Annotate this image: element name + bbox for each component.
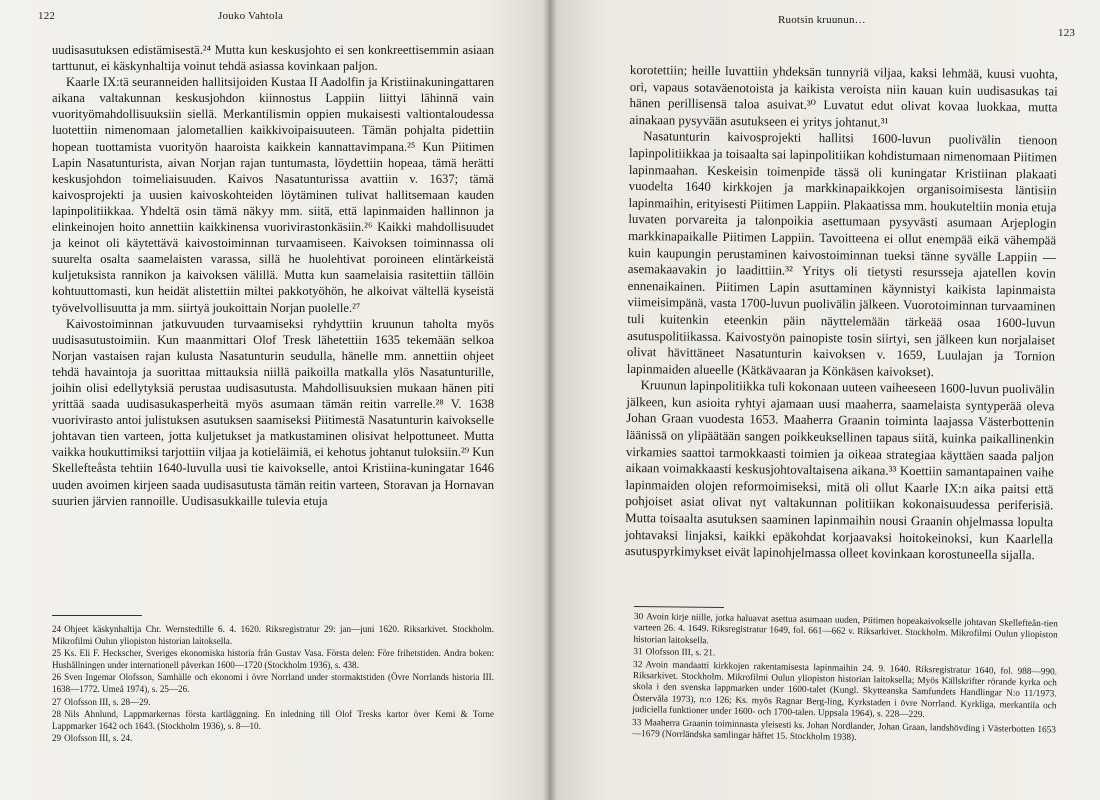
page-number: 123	[1058, 27, 1076, 39]
footnote-number: 29	[52, 733, 62, 744]
footnote-text: Avoin mandaatti kirkkojen rakentamisesta lapinmaihin 24. 9. 1640. Riksregistratur 1640, fol. 988—990. Riksarkivet. Stockholm. Mikrofilmi Oulun yliopiston historian laitoksella; Myös Källskrifter rörande kyrka och skola i den svenska lappmarken under 1600-talet (Kungl. Skytteanska Samfundets Handlingar N:o 11/1973. Östervåla 1973), n:o 126; Ks. myös Ragnar Berg-ling, Kyrkstaden i övre Norrland. Kyrkliga, merkantila och judiciella funktioner under 1600- och 1700-talen. Uppsala 1964), s. 228—229.	[632, 659, 1058, 721]
footnote-text: Olofsson III, s. 24.	[64, 733, 133, 744]
footnote-text: Olofsson III, s. 21.	[645, 647, 716, 659]
paragraph: Kruunun lapinpolitiikka tuli kokonaan uuteen vaiheeseen 1600-luvun puolivälin jälkeen, kun asioita ryhtyi ajamaan uusi maaherra, saamelaista syntyperää oleva Johan Graan vuodesta 1653. Maaherra Graanin toiminta laajassa Västerbottenin läänissä on ylipäätään sangen poikkeuksellinen tapaus siitä, kuinka paikallinenkin virkamies saattoi tarmokkaasti toimien ja oikeaa strategiaa käyttäen saada paljon aikaan voimakkaasti keskusjohtovaltaisena aikana.³³ Koettiin samantapainen vaihe lapinmaiden olojen reformoimiseksi, mitä oli ollut Kaarle IX:n aika paitsi että pohjoiset asiat olivat nyt valtakunnan politiikan kokonaisuudessa periferisiä. Mutta toisaalta asutuksen saaminen lapinmaihin nousi Graanin ohjelmassa lopulta johtavaksi linjaksi, kaikki epäkohdat korjaavaksi hoitokeinoksi, kun Kaarlella asutuspyrkimykset eivät lapinohjelmassa olleet kovinkaan korostuneella sijalla.	[624, 378, 1055, 563]
footnote-text: Nils Ahnlund, Lappmarkernas första kartläggning. En inledning till Olof Tresks kartor över Kemi & Torne Lappmarker 1642 och 1643. (Stockholm 1936), s. 8—10.	[52, 709, 494, 731]
paragraph: Nasatunturin kaivosprojekti hallitsi 1600-luvun puolivälin tienoon lapinpolitiikkaa ja toisaalta sai lapinpolitiikan kohdistumaan nimenomaan Piitimen lapinmaahan. Keskeisin toimenpide tässä oli kuningatar Kristiinan plakaati vuodelta 1640 kirkkojen ja markkinapaikkojen organisoimisesta läntisiin lapinmaihin, erityisesti Piitimen Lappiin. Plakaatissa mm. houkuteltiin monia etuja luvaten porvareita ja talonpoikia asettumaan pysyvästi asumaan Arjeplogin markkinapaikalle Piitimen Lappiin. Tavoitteena ei ollut enempää eikä vähempää kuin kaupungin perustaminen kaivostoiminnan tueksi tänne syvälle Lappiin — asemakaavakin jo laadittiin.³² Yritys oli tietysti resursseja ajatellen kovin ennenaikainen. Piitimen Lapin asuttaminen käynnistyi kaikista lapinmaista viimeisimpänä, vasta 1700-luvun puolivälin jälkeen. Vuorotoiminnan turvaaminen tuli kuitenkin eteenkin päin näyttelemään tärkeää osaa 1600-luvun asutuspolitiikassa. Kaivostyön painopiste tosin siirtyi, sen jälkeen kun norjalaiset olivat hävittäneet Nasatunturin kaivoksen v. 1659, Luulajan ja Tornion lapinmaiden alueelle (Kätkävaaran ja Könkäsen kaivokset).	[626, 129, 1058, 379]
footnote-text: Avoin kirje niille, jotka haluavat asettua asumaan uuden, Piitimen hopeakaivokselle johtavan Skellefteån-tien varteen 26. 4. 1649. Riksregistratur 1649, fol. 661—662 v. Riksarkivet. Stockholm. Mikrofilmi Oulun yliopiston historian laitoksella.	[633, 612, 1058, 647]
footnote-text: Ohjeet käskynhaltija Chr. Wernstedtille 6. 4. 1620. Riksregistratur 29: jan—juni 1620. Riksarkivet. Stockholm. Mikrofilmi Oulun yliopiston historian laitoksella.	[52, 624, 494, 646]
footnote	[52, 672, 494, 695]
page-number: 122	[38, 10, 56, 22]
footnote-rule	[634, 606, 724, 608]
footnote-number: 25	[52, 648, 62, 659]
footnote-number: 31	[633, 647, 643, 658]
footnote-number: 24	[52, 624, 62, 634]
paragraph: Kaarle IX:tä seuranneiden hallitsijoiden Kustaa II Aadolfin ja Kristiinakuningattaren aikana valtakunnan keskusjohdon kiinnostus Lappiin liittyi lähinnä vain vuorityömahdollisuuksiin siellä. Merkantilismin oppien mukaisesti valtiontaloudessa luotettiin nimenomaan jalometallien kaikkivoipaisuuteen. Tämän pohjalta pidettiin hopean tuottamista vuorityön haaroista kaikkein kannattavimpana.²⁵ Kun Piitimen Lapin Nasatunturista, aivan Norjan rajan tuntumasta, löydettiin hopeaa, tämä herätti keskusjohdon toimeliaisuuden. Kaivos Nasatunturissa avattiin v. 1637; tämä kaivosprojekti ja uusien kaivoskohteiden löytäminen tulivat hallitsemaan kauden lapinpolitiikkaa. Yhdeltä osin tämä näkyy mm. siitä, että lapinmaiden hallinnon ja elinkeinojen hoito annettiin kaikkinensa vuorivirastonkäsiin.²⁶ Kaikki mahdollisuudet ja keinot oli käytettävä kaivostoiminnan turvaamiseen. Kaivoksen toiminnassa oli suurelta osalta saamelaisten varassa, sillä he huolehtivat poroineen elintärkeistä kuljetuksista rannikon ja kaivoksen välillä. Mutta kun saamelaisia rasitettiin tällöin kohtuuttomasti, kun heidät alistettiin miltei pakkotyöhön, he alkoivat vältellä kyseistä työvelvollisuutta ja mm. siirtyä joukoittain Norjan puolelle.²⁷	[52, 75, 494, 315]
footnote-number: 32	[632, 659, 643, 670]
footnote-number: 33	[631, 717, 642, 728]
footnotes	[632, 612, 1058, 749]
running-head-author: Jouko Vahtola	[218, 10, 284, 22]
paragraph: uudisasutuksen edistämisestä.²⁴ Mutta kun keskusjohto ei sen konkreettisemmin asiaan tarttunut, ei käskynhaltija voinut tehdä asiassa kovinkaan paljon.	[52, 43, 494, 74]
footnote-number: 28	[52, 709, 62, 720]
footnote-text: Maaherra Graanin toiminnasta yleisesti ks. Johan Nordlander, Johan Graan, landshövding i Västerbotten 1653—1679 (Norrländska samlingar häftet 15. Stockholm 1938).	[631, 717, 1057, 743]
paragraph: Kaivostoiminnan jatkuvuuden turvaamiseksi ryhdyttiin kruunun taholta myös uudisasutustoimiin. Kun maanmittari Olof Tresk lähetettiin 1635 tekemään selkoa Norjan vastaisen rajan kulusta Nasatunturin seudulla, hänelle mm. annettiin ohjeet tehdä havaintoja ja suorittaa mittauksia niillä paikoilla matkalla ylös Nasatunturille, joihin olisi edellytyksiä perustaa uudisasutusta. Mahdollisuuksien mukaan hänen piti yrittää saada uudisasukasperheitä myös asumaan tämän reitin varrelle.²⁸ V. 1638 vuorivirasto antoi julistuksen asutuksen saamiseksi Piitimestä Nasatunturin kaivokselle johtavan tien varteen, jotta kuljetukset ja matkustaminen olisivat helpottuneet. Mutta vaikka houkuttimiksi tarjottiin viljaa ja kotieläimiä, ei kehotus johtanut tuloksiin.²⁹ Kun Skellefteåsta tehtiin 1640-luvulla uusi tie kaivokselle, antoi Kristiina-kuningatar 1646 uuden avoimen kirjeen saada uudisasutusta tämän reitin varteen, Storavan ja Hornavan suurien järvien rannoille. Uudisasukkaille tulevia etuja	[52, 316, 494, 508]
footnote	[52, 733, 494, 745]
footnote	[52, 709, 494, 732]
body-text	[625, 62, 1058, 564]
footnote-text: Ks. Eli F. Heckscher, Sveriges ekonomiska historia från Gustav Vasa. Första delen: Före frihetstiden. Andra boken: Hushållningen under internationell påverkan 1600—1720 (Stockholm 1936), s. 438.	[52, 648, 494, 670]
footnote-number: 27	[52, 696, 62, 707]
footnote	[52, 624, 494, 647]
body-text	[52, 42, 494, 509]
footnote	[52, 648, 494, 671]
paragraph: korotettiin; heille luvattiin yhdeksän tunnyriä viljaa, kaksi lehmää, kuusi vuohta, ori, vapaus sotaväenotoista ja kaikista veroista niin kauan kuin uudisasukas tai hänen perillisensä taloa asuivat.³⁰ Luvatut edut olivat kovaa luokkaa, mutta ainakaan pysyvään asutukseen ei yritys johtanut.³¹	[629, 62, 1058, 130]
footnote-rule	[52, 615, 142, 616]
footnote-text: Olofsson III, s. 28—29.	[64, 696, 151, 707]
footnotes	[52, 624, 494, 746]
footnote	[632, 660, 1057, 724]
running-head-title: Ruotsin kruunun…	[778, 14, 866, 26]
footnote-number: 26	[52, 672, 62, 683]
right-page	[550, 0, 1100, 800]
footnote	[52, 697, 494, 709]
footnote-number: 30	[633, 612, 644, 623]
footnote-text: Sven Ingemar Olofsson, Samhälle och ekonomi i övre Norrland under stormaktstiden (Övre Norrlands historia III. 1638—1772. Umeå 1974), s. 25—26.	[52, 672, 494, 694]
